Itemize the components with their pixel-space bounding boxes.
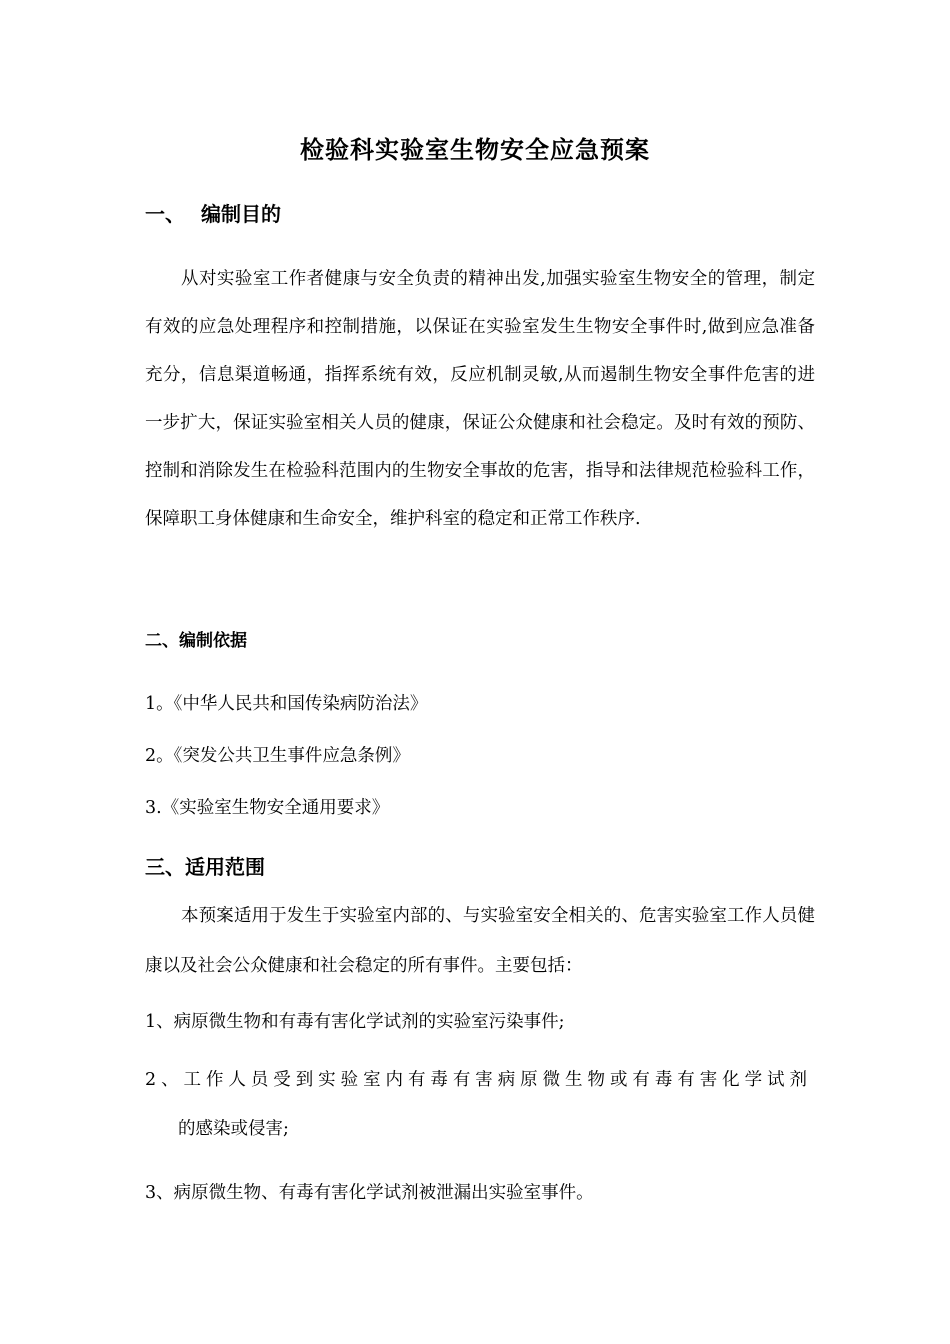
basis-item-2: 2。《突发公共卫生事件应急条例》 bbox=[145, 746, 410, 766]
basis-item-3: 3.《实验室生物安全通用要求》 bbox=[145, 798, 390, 818]
section-1-heading bbox=[145, 199, 281, 229]
scope-item-2-line-2: 的感染或侵害; bbox=[178, 1119, 289, 1139]
document-title: 检验科实验室生物安全应急预案 bbox=[300, 136, 650, 164]
scope-item-1: 1、病原微生物和有毒有害化学试剂的实验室污染事件; bbox=[145, 1012, 565, 1032]
section-3-body: 本预案适用于发生于实验室内部的、与实验室安全相关的、危害实验室工作人员健康以及社会公众健康和社会稳定的所有事件。主要包括： bbox=[145, 906, 815, 976]
scope-item-3: 3、病原微生物、有毒有害化学试剂被泄漏出实验室事件。 bbox=[145, 1183, 594, 1203]
section-1-title: 编制目的 bbox=[201, 202, 281, 226]
section-3-heading: 三、适用范围 bbox=[145, 855, 265, 879]
section-1-number: 一、 bbox=[145, 202, 185, 226]
section-2-heading: 二、编制依据 bbox=[145, 631, 247, 651]
section-1-body: 从对实验室工作者健康与安全负责的精神出发,加强实验室生物安全的管理，制定有效的应急处理程序和控制措施，以保证在实验室发生生物安全事件时,做到应急准备充分，信息渠道畅通，指挥系统有效，反应机制灵敏,从而遏制生物安全事件危害的进一步扩大，保证实验室相关人员的健康，保证公众健康和社会稳定。及时有效的预防、控制和消除发生在检验科范围内的生物安全事故的危害，指导和法律规范检验科工作，保障职工身体健康和生命安全，维护科室的稳定和正常工作秩序. bbox=[145, 269, 815, 529]
scope-item-2-line-1: 2、工作人员受到实验室内有毒有害病原微生物或有毒有害化学试剂 bbox=[145, 1070, 807, 1090]
basis-item-1: 1。《中华人民共和国传染病防治法》 bbox=[145, 694, 428, 714]
